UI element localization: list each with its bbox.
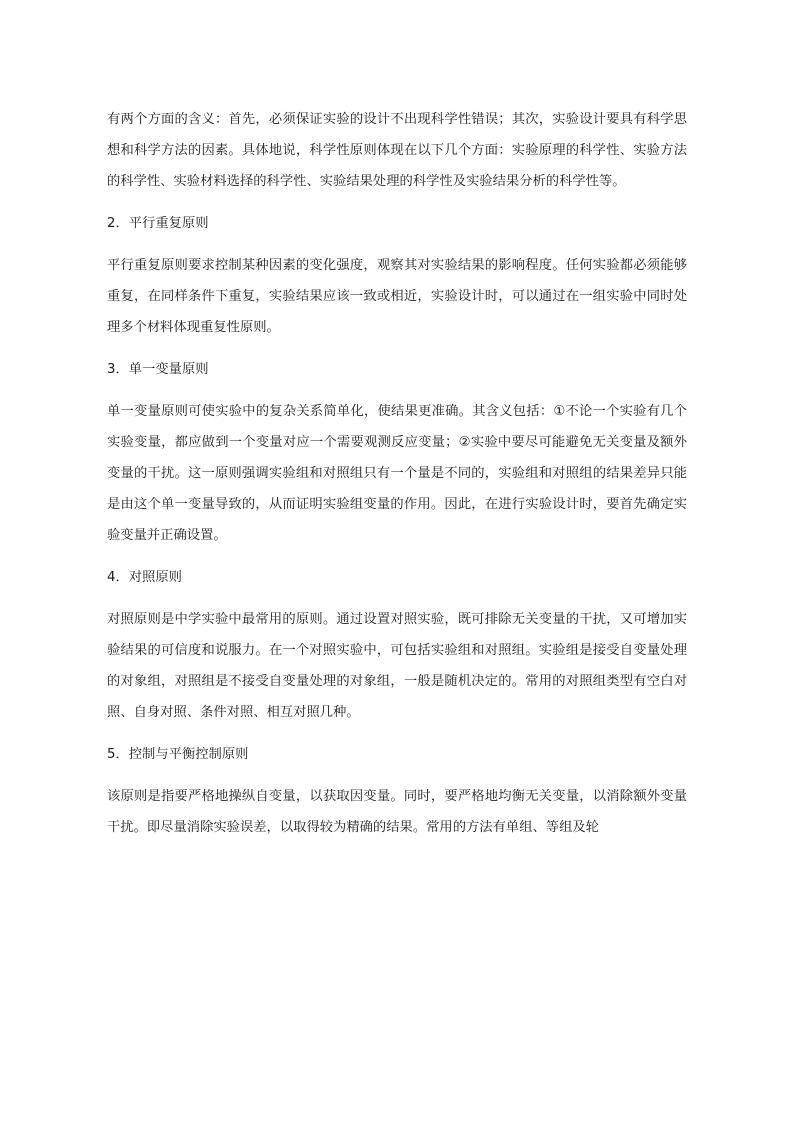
paragraph-scientific-principle: 有两个方面的含义：首先，必须保证实验的设计不出现科学性错误；其次，实验设计要具有科学思想和科学方法的因素。具体地说，科学性原则体现在以下几个方面：实验原理的科学性、实验方法的科学性、实验材料选择的科学性、实验结果处理的科学性及实验结果分析的科学性等。	[107, 112, 687, 189]
paragraph-control: 对照原则是中学实验中最常用的原则。通过设置对照实验，既可排除无关变量的干扰，又可增加实验结果的可信度和说服力。在一个对照实验中，可包括实验组和对照组。实验组是接受自变量处理的对象组，对照组是不接受自变量处理的对象组，一般是随机决定的。常用的对照组类型有空白对照、自身对照、条件对照、相互对照几种。	[107, 612, 687, 720]
heading-control: 4．对照原则	[107, 570, 182, 585]
paragraph-balance-control: 该原则是指要严格地操纵自变量，以获取因变量。同时，要严格地均衡无关变量，以消除额外变量干扰。即尽量消除实验误差，以取得较为精确的结果。常用的方法有单组、等组及轮	[107, 789, 687, 835]
heading-parallel-repeat: 2．平行重复原则	[107, 216, 209, 231]
heading-balance-control: 5．控制与平衡控制原则	[107, 747, 249, 762]
heading-single-variable: 3．单一变量原则	[107, 362, 209, 377]
paragraph-single-variable: 单一变量原则可使实验中的复杂关系简单化，使结果更准确。其含义包括：①不论一个实验有几个实验变量，都应做到一个变量对应一个需要观测反应变量；②实验中要尽可能避免无关变量及额外变量的干扰。这一原则强调实验组和对照组只有一个量是不同的，实验组和对照组的结果差异只能是由这个单一变量导致的，从而证明实验组变量的作用。因此，在进行实验设计时，要首先确定实验变量并正确设置。	[107, 404, 687, 543]
paragraph-parallel-repeat: 平行重复原则要求控制某种因素的变化强度，观察其对实验结果的影响程度。任何实验都必须能够重复，在同样条件下重复，实验结果应该一致或相近，实验设计时，可以通过在一组实验中同时处理多个材料体现重复性原则。	[107, 258, 687, 335]
document-body	[107, 104, 687, 843]
